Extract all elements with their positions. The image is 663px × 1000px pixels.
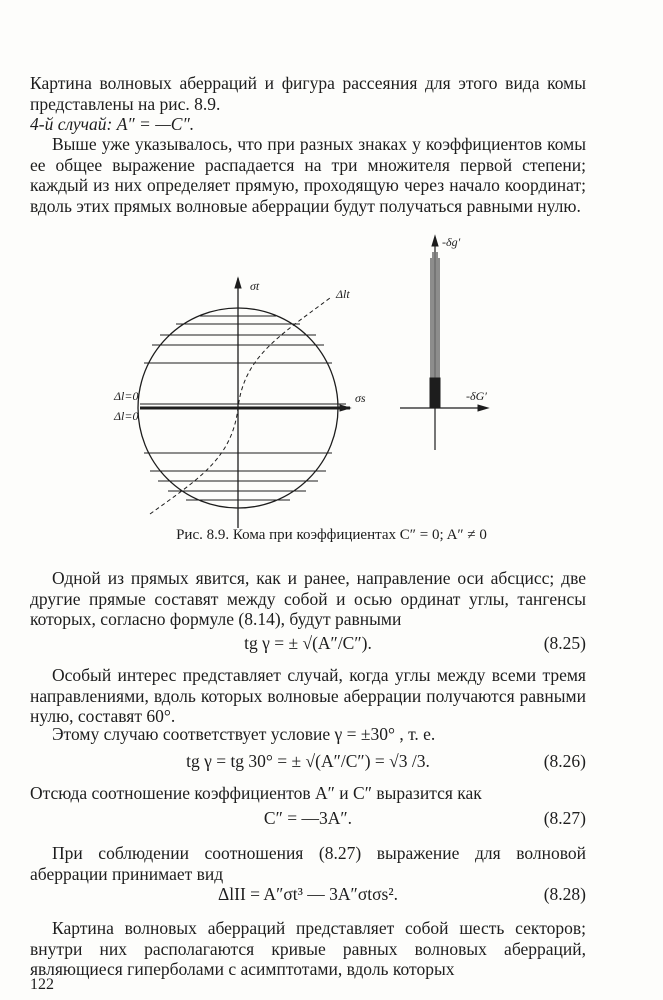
- case-heading-text: 4-й случай: A″ = —C″.: [30, 114, 195, 134]
- label-dl0-upper: Δl=0: [114, 389, 139, 403]
- label-sigma-s: σs: [355, 391, 366, 405]
- label-delta-lt: Δlt: [336, 287, 350, 301]
- case-heading: [30, 114, 586, 135]
- paragraph-1: Картина волновых аберраций и фигура рассеяния для этого вида комы представлены на рис. 8.9.: [30, 73, 586, 114]
- equation-8-25: [30, 633, 586, 657]
- scatter-core: [430, 378, 440, 408]
- figure-8-9: [0, 228, 663, 528]
- paragraph-6: Этому случаю соответствует условие γ = ±30° , т. е.: [52, 724, 436, 744]
- paragraph-8: При соблюдении соотношения (8.27) выражение для волновой аберрации принимает вид: [30, 843, 586, 884]
- paragraph-7: Отсюда соотношение коэффициентов A″ и C″ выразится как: [30, 783, 482, 803]
- equation-8-26-number: (8.26): [543, 751, 586, 771]
- page-number: 122: [30, 976, 54, 993]
- label-sigma-t: σt: [250, 279, 260, 293]
- equation-8-27: [30, 808, 586, 832]
- paragraph-4: Одной из прямых явится, как и ранее, направление оси абсцисс; две другие прямые составят между собой и осью ординат углы, тангенсы которых, согласно формуле (8.14), будут равными: [30, 568, 586, 629]
- figure-caption: Рис. 8.9. Кома при коэффициентах C″ = 0; A″ ≠ 0: [176, 527, 487, 543]
- dg-arrow: [432, 236, 438, 246]
- paragraph-9: Картина волновых аберраций представляет собой шесть секторов; внутри них располагаются кривые равных волновых аберраций, являющиеся гиперболами с асимптотами, вдоль которых: [30, 918, 586, 979]
- equation-8-28-number: (8.28): [543, 884, 586, 904]
- equation-8-26: [30, 751, 586, 775]
- equation-8-26-body: tg γ = tg 30° = ± √(A″/C″) = √3 /3.: [186, 751, 430, 771]
- sigma-t-arrow: [235, 278, 241, 288]
- equation-8-25-number: (8.25): [543, 633, 586, 653]
- label-dl0-lower: Δl=0: [114, 409, 139, 423]
- paragraph-3: Выше уже указывалось, что при разных знаках у коэффициентов комы ее общее выражение распадается на три множителя первой степени; каждый из них определяет прямую, проходящую через начало координат; вдоль этих прямых волновые аберрации будут получаться равными нулю.: [30, 134, 586, 216]
- equation-8-27-number: (8.27): [543, 808, 586, 828]
- delta-lt-curve: [150, 298, 330, 514]
- wave-aberration-diagram: [138, 278, 350, 528]
- equation-8-27-body: C″ = —3A″.: [263, 808, 353, 828]
- label-dG: -δG′: [466, 389, 487, 403]
- sigma-s-arrow: [340, 405, 350, 411]
- dG-arrow: [478, 405, 488, 411]
- equation-8-28: [30, 884, 586, 908]
- equation-8-28-body: ΔlII = A″σt³ — 3A″σtσs².: [218, 884, 398, 904]
- equation-8-25-body: tg γ = ± √(A″/C″).: [244, 633, 372, 653]
- label-dg: -δg′: [442, 235, 461, 249]
- paragraph-5: Особый интерес представляет случай, когда углы между всеми тремя направлениями, вдоль которых волновые аберрации получаются равными нулю, составят 60°.: [30, 665, 586, 726]
- scatter-figure: [400, 236, 488, 450]
